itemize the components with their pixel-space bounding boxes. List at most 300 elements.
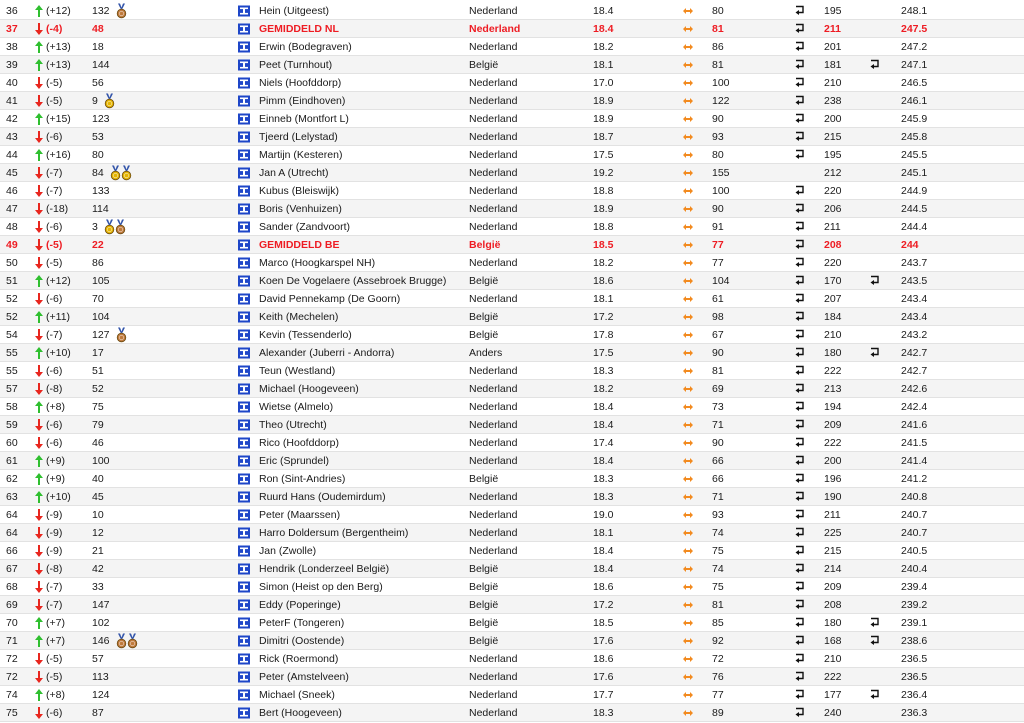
previous-rank-cell: 12 bbox=[92, 527, 104, 539]
player-name[interactable]: Einneb (Montfort L) bbox=[259, 113, 349, 125]
player-icon[interactable] bbox=[238, 24, 250, 35]
total-cell: 243.5 bbox=[901, 275, 928, 287]
player-icon[interactable] bbox=[238, 294, 250, 305]
arrow-down-icon bbox=[34, 671, 44, 683]
arrow-up-icon bbox=[34, 401, 44, 413]
player-icon[interactable] bbox=[238, 582, 250, 593]
player-icon[interactable] bbox=[238, 348, 250, 359]
table-row bbox=[0, 542, 1024, 560]
value-2-cell: 93 bbox=[712, 131, 724, 143]
player-name[interactable]: Sander (Zandvoort) bbox=[259, 221, 351, 233]
swap-icon bbox=[683, 673, 693, 681]
player-name[interactable]: Niels (Hoofddorp) bbox=[259, 77, 342, 89]
return-icon bbox=[794, 492, 805, 503]
swap-icon bbox=[683, 403, 693, 411]
swap-icon bbox=[683, 421, 693, 429]
table-row bbox=[0, 488, 1024, 506]
rank-delta-cell: (-9) bbox=[46, 545, 63, 557]
player-icon[interactable] bbox=[238, 6, 250, 17]
swap-icon bbox=[683, 475, 693, 483]
player-name[interactable]: Eric (Sprundel) bbox=[259, 455, 330, 467]
previous-rank-cell: 3 bbox=[92, 221, 98, 233]
player-name[interactable]: Ron (Sint-Andries) bbox=[259, 473, 346, 485]
arrow-down-icon bbox=[34, 77, 44, 89]
player-icon[interactable] bbox=[238, 204, 250, 215]
total-cell: 246.1 bbox=[901, 95, 928, 107]
value-2-cell: 90 bbox=[712, 347, 724, 359]
player-name[interactable]: Hein (Uitgeest) bbox=[259, 5, 330, 17]
swap-icon bbox=[683, 205, 693, 213]
swap-icon bbox=[683, 439, 693, 447]
player-name[interactable]: Eddy (Poperinge) bbox=[259, 599, 341, 611]
swap-icon bbox=[683, 295, 693, 303]
arrow-down-icon bbox=[34, 581, 44, 593]
arrow-up-icon bbox=[34, 347, 44, 359]
player-icon[interactable] bbox=[238, 420, 250, 431]
player-icon[interactable] bbox=[238, 276, 250, 287]
value-3-cell: 211 bbox=[824, 509, 841, 521]
table-row bbox=[0, 146, 1024, 164]
return-icon bbox=[794, 582, 805, 593]
return-icon bbox=[794, 420, 805, 431]
player-name[interactable]: Keith (Mechelen) bbox=[259, 311, 339, 323]
rank-delta-cell: (-5) bbox=[46, 95, 63, 107]
player-icon[interactable] bbox=[238, 168, 250, 179]
total-cell: 241.6 bbox=[901, 419, 928, 431]
return-icon bbox=[794, 114, 805, 125]
table-row bbox=[0, 74, 1024, 92]
value-1-cell: 18.9 bbox=[593, 203, 614, 215]
player-icon[interactable] bbox=[238, 222, 250, 233]
rank-cell: 36 bbox=[6, 5, 18, 17]
value-1-cell: 18.1 bbox=[593, 59, 614, 71]
country-cell: Nederland bbox=[469, 185, 518, 197]
previous-rank-cell: 144 bbox=[92, 59, 110, 71]
return-icon bbox=[794, 96, 805, 107]
player-icon[interactable] bbox=[238, 240, 250, 251]
player-name[interactable]: Michael (Hoogeveen) bbox=[259, 383, 359, 395]
total-cell: 247.2 bbox=[901, 41, 928, 53]
country-cell: Nederland bbox=[469, 455, 518, 467]
swap-icon bbox=[683, 493, 693, 501]
value-1-cell: 18.5 bbox=[593, 617, 614, 629]
value-3-cell: 210 bbox=[824, 77, 842, 89]
player-name[interactable]: Koen De Vogelaere (Assebroek Brugge) bbox=[259, 275, 447, 287]
country-cell: Nederland bbox=[469, 437, 518, 449]
value-2-cell: 74 bbox=[712, 563, 724, 575]
player-name[interactable]: Bert (Hoogeveen) bbox=[259, 707, 342, 719]
value-1-cell: 17.7 bbox=[593, 689, 614, 701]
table-row bbox=[0, 632, 1024, 650]
player-icon[interactable] bbox=[238, 114, 250, 125]
previous-rank-cell: 9 bbox=[92, 95, 98, 107]
previous-rank-cell: 123 bbox=[92, 113, 110, 125]
return-icon bbox=[794, 654, 805, 665]
value-2-cell: 77 bbox=[712, 239, 724, 251]
previous-rank-cell: 21 bbox=[92, 545, 104, 557]
total-cell: 236.5 bbox=[901, 671, 928, 683]
player-name[interactable]: Theo (Utrecht) bbox=[259, 419, 327, 431]
rank-cell: 52 bbox=[6, 311, 18, 323]
player-name[interactable]: Pimm (Eindhoven) bbox=[259, 95, 346, 107]
player-icon[interactable] bbox=[238, 474, 250, 485]
value-1-cell: 18.8 bbox=[593, 221, 614, 233]
rank-delta-cell: (-7) bbox=[46, 599, 63, 611]
country-cell: Nederland bbox=[469, 707, 518, 719]
table-row bbox=[0, 650, 1024, 668]
arrow-up-icon bbox=[34, 473, 44, 485]
country-cell: Anders bbox=[469, 347, 503, 359]
previous-rank-cell: 146 bbox=[92, 635, 110, 647]
player-name[interactable]: Peter (Maarssen) bbox=[259, 509, 341, 521]
value-2-cell: 77 bbox=[712, 689, 724, 701]
value-2-cell: 77 bbox=[712, 257, 724, 269]
value-3-cell: 215 bbox=[824, 131, 842, 143]
rank-delta-cell: (+12) bbox=[46, 5, 71, 17]
country-cell: Nederland bbox=[469, 671, 518, 683]
arrow-down-icon bbox=[34, 545, 44, 557]
return-icon bbox=[794, 222, 805, 233]
return-icon bbox=[869, 690, 880, 701]
player-name[interactable]: Peter (Amstelveen) bbox=[259, 671, 349, 683]
arrow-up-icon bbox=[34, 617, 44, 629]
previous-rank-cell: 80 bbox=[92, 149, 104, 161]
player-name[interactable]: Martijn (Kesteren) bbox=[259, 149, 343, 161]
arrow-down-icon bbox=[34, 365, 44, 377]
value-2-cell: 75 bbox=[712, 545, 724, 557]
value-2-cell: 104 bbox=[712, 275, 730, 287]
previous-rank-cell: 133 bbox=[92, 185, 110, 197]
rank-delta-cell: (-9) bbox=[46, 509, 63, 521]
value-3-cell: 194 bbox=[824, 401, 842, 413]
return-icon bbox=[794, 366, 805, 377]
rank-delta-cell: (+16) bbox=[46, 149, 71, 161]
player-name[interactable]: Alexander (Juberri - Andorra) bbox=[259, 347, 395, 359]
previous-rank-cell: 100 bbox=[92, 455, 110, 467]
player-icon[interactable] bbox=[238, 312, 250, 323]
rank-delta-cell: (-6) bbox=[46, 437, 63, 449]
swap-icon bbox=[683, 367, 693, 375]
value-2-cell: 74 bbox=[712, 527, 724, 539]
player-name[interactable]: Marco (Hoogkarspel NH) bbox=[259, 257, 376, 269]
return-icon bbox=[794, 276, 805, 287]
value-1-cell: 18.3 bbox=[593, 491, 614, 503]
swap-icon bbox=[683, 529, 693, 537]
swap-icon bbox=[683, 709, 693, 717]
value-3-cell: 180 bbox=[824, 617, 842, 629]
arrow-down-icon bbox=[34, 437, 44, 449]
table-row bbox=[0, 578, 1024, 596]
swap-icon bbox=[683, 133, 693, 141]
swap-icon bbox=[683, 331, 693, 339]
player-name[interactable]: Boris (Venhuizen) bbox=[259, 203, 342, 215]
value-1-cell: 18.4 bbox=[593, 23, 614, 35]
return-icon bbox=[794, 6, 805, 17]
player-icon[interactable] bbox=[238, 366, 250, 377]
return-icon bbox=[794, 78, 805, 89]
value-3-cell: 200 bbox=[824, 455, 842, 467]
arrow-up-icon bbox=[34, 5, 44, 17]
player-name[interactable]: Michael (Sneek) bbox=[259, 689, 335, 701]
value-3-cell: 240 bbox=[824, 707, 842, 719]
arrow-down-icon bbox=[34, 95, 44, 107]
player-icon[interactable] bbox=[238, 564, 250, 575]
value-3-cell: 213 bbox=[824, 383, 842, 395]
swap-icon bbox=[683, 619, 693, 627]
value-3-cell: 225 bbox=[824, 527, 842, 539]
player-name[interactable]: Wietse (Almelo) bbox=[259, 401, 334, 413]
value-3-cell: 190 bbox=[824, 491, 842, 503]
rank-cell: 66 bbox=[6, 545, 18, 557]
return-icon bbox=[794, 528, 805, 539]
country-cell: Nederland bbox=[469, 41, 518, 53]
player-icon[interactable] bbox=[238, 636, 250, 647]
table-row bbox=[0, 524, 1024, 542]
medal-icon bbox=[115, 220, 126, 235]
rank-delta-cell: (+9) bbox=[46, 473, 65, 485]
value-3-cell: 195 bbox=[824, 149, 842, 161]
value-2-cell: 98 bbox=[712, 311, 724, 323]
medal-icon bbox=[127, 634, 138, 649]
country-cell: België bbox=[469, 599, 499, 611]
player-name[interactable]: Hendrik (Londerzeel België) bbox=[259, 563, 390, 575]
player-name[interactable]: GEMIDDELD NL bbox=[259, 23, 339, 35]
value-3-cell: 209 bbox=[824, 419, 842, 431]
table-row bbox=[0, 182, 1024, 200]
value-2-cell: 91 bbox=[712, 221, 724, 233]
value-3-cell: 177 bbox=[824, 689, 842, 701]
value-3-cell: 195 bbox=[824, 5, 842, 17]
country-cell: Nederland bbox=[469, 113, 518, 125]
country-cell: Nederland bbox=[469, 203, 518, 215]
value-3-cell: 211 bbox=[824, 23, 841, 35]
value-2-cell: 86 bbox=[712, 41, 724, 53]
value-2-cell: 66 bbox=[712, 455, 724, 467]
value-2-cell: 90 bbox=[712, 437, 724, 449]
country-cell: Nederland bbox=[469, 419, 518, 431]
player-icon[interactable] bbox=[238, 492, 250, 503]
country-cell: Nederland bbox=[469, 23, 521, 35]
value-2-cell: 61 bbox=[712, 293, 724, 305]
rank-delta-cell: (-5) bbox=[46, 653, 63, 665]
player-icon[interactable] bbox=[238, 600, 250, 611]
total-cell: 242.4 bbox=[901, 401, 928, 413]
value-3-cell: 211 bbox=[824, 221, 841, 233]
player-name[interactable]: Simon (Heist op den Berg) bbox=[259, 581, 383, 593]
medals bbox=[104, 220, 126, 235]
rank-cell: 64 bbox=[6, 527, 18, 539]
table-row bbox=[0, 614, 1024, 632]
player-name[interactable]: GEMIDDELD BE bbox=[259, 239, 340, 251]
value-3-cell: 184 bbox=[824, 311, 842, 323]
player-name[interactable]: Harro Doldersum (Bergentheim) bbox=[259, 527, 409, 539]
rank-delta-cell: (-5) bbox=[46, 239, 63, 251]
player-icon[interactable] bbox=[238, 438, 250, 449]
total-cell: 244.4 bbox=[901, 221, 928, 233]
medals bbox=[116, 4, 127, 19]
player-icon[interactable] bbox=[238, 150, 250, 161]
player-name[interactable]: Jan A (Utrecht) bbox=[259, 167, 329, 179]
player-name[interactable]: Tjeerd (Lelystad) bbox=[259, 131, 338, 143]
return-icon bbox=[794, 456, 805, 467]
previous-rank-cell: 113 bbox=[92, 671, 109, 683]
value-2-cell: 93 bbox=[712, 509, 724, 521]
country-cell: Nederland bbox=[469, 131, 518, 143]
rank-cell: 63 bbox=[6, 491, 18, 503]
country-cell: België bbox=[469, 473, 499, 485]
player-icon[interactable] bbox=[238, 42, 250, 53]
rank-cell: 41 bbox=[6, 95, 18, 107]
player-name[interactable]: Rick (Roermond) bbox=[259, 653, 339, 665]
medal-icon bbox=[110, 166, 121, 181]
value-2-cell: 71 bbox=[712, 491, 724, 503]
total-cell: 245.5 bbox=[901, 149, 928, 161]
player-icon[interactable] bbox=[238, 186, 250, 197]
previous-rank-cell: 86 bbox=[92, 257, 104, 269]
player-icon[interactable] bbox=[238, 672, 250, 683]
arrow-down-icon bbox=[34, 509, 44, 521]
table-row bbox=[0, 290, 1024, 308]
player-icon[interactable] bbox=[238, 690, 250, 701]
value-2-cell: 90 bbox=[712, 203, 724, 215]
rank-cell: 49 bbox=[6, 239, 18, 251]
table-row bbox=[0, 38, 1024, 56]
arrow-up-icon bbox=[34, 113, 44, 125]
country-cell: België bbox=[469, 635, 499, 647]
value-3-cell: 181 bbox=[824, 59, 842, 71]
country-cell: Nederland bbox=[469, 509, 518, 521]
player-name[interactable]: David Pennekamp (De Goorn) bbox=[259, 293, 401, 305]
total-cell: 236.4 bbox=[901, 689, 928, 701]
player-name[interactable]: PeterF (Tongeren) bbox=[259, 617, 345, 629]
player-icon[interactable] bbox=[238, 510, 250, 521]
value-3-cell: 222 bbox=[824, 671, 842, 683]
return-icon bbox=[794, 24, 805, 35]
medal-icon bbox=[116, 328, 127, 343]
player-icon[interactable] bbox=[238, 258, 250, 269]
player-name[interactable]: Peet (Turnhout) bbox=[259, 59, 333, 71]
previous-rank-cell: 22 bbox=[92, 239, 104, 251]
table-row bbox=[0, 686, 1024, 704]
player-icon[interactable] bbox=[238, 546, 250, 557]
swap-icon bbox=[683, 79, 693, 87]
player-name[interactable]: Dimitri (Oostende) bbox=[259, 635, 345, 647]
rank-delta-cell: (-9) bbox=[46, 527, 63, 539]
country-cell: Nederland bbox=[469, 689, 518, 701]
value-1-cell: 17.2 bbox=[593, 311, 614, 323]
arrow-down-icon bbox=[34, 707, 44, 719]
player-name[interactable]: Erwin (Bodegraven) bbox=[259, 41, 352, 53]
value-1-cell: 18.3 bbox=[593, 707, 614, 719]
swap-icon bbox=[683, 7, 693, 15]
swap-icon bbox=[683, 547, 693, 555]
country-cell: België bbox=[469, 617, 499, 629]
rank-cell: 44 bbox=[6, 149, 18, 161]
total-cell: 248.1 bbox=[901, 5, 928, 17]
value-2-cell: 80 bbox=[712, 149, 724, 161]
country-cell: België bbox=[469, 59, 499, 71]
player-icon[interactable] bbox=[238, 384, 250, 395]
value-2-cell: 92 bbox=[712, 635, 724, 647]
table-row bbox=[0, 236, 1024, 254]
player-icon[interactable] bbox=[238, 528, 250, 539]
player-icon[interactable] bbox=[238, 96, 250, 107]
return-icon bbox=[794, 42, 805, 53]
previous-rank-cell: 42 bbox=[92, 563, 104, 575]
country-cell: Nederland bbox=[469, 491, 518, 503]
total-cell: 236.5 bbox=[901, 653, 928, 665]
value-2-cell: 75 bbox=[712, 581, 724, 593]
player-name[interactable]: Jan (Zwolle) bbox=[259, 545, 317, 557]
rank-cell: 39 bbox=[6, 59, 18, 71]
player-name[interactable]: Ruurd Hans (Oudemirdum) bbox=[259, 491, 386, 503]
country-cell: België bbox=[469, 581, 499, 593]
player-icon[interactable] bbox=[238, 708, 250, 719]
rank-delta-cell: (-8) bbox=[46, 563, 63, 575]
return-icon bbox=[794, 240, 805, 251]
swap-icon bbox=[683, 565, 693, 573]
player-name[interactable]: Teun (Westland) bbox=[259, 365, 336, 377]
arrow-down-icon bbox=[34, 599, 44, 611]
value-1-cell: 18.1 bbox=[593, 293, 614, 305]
value-1-cell: 18.1 bbox=[593, 527, 614, 539]
table-row bbox=[0, 704, 1024, 722]
arrow-down-icon bbox=[34, 419, 44, 431]
value-2-cell: 89 bbox=[712, 707, 724, 719]
rank-cell: 40 bbox=[6, 77, 18, 89]
value-3-cell: 220 bbox=[824, 185, 842, 197]
player-name[interactable]: Rico (Hoofddorp) bbox=[259, 437, 339, 449]
total-cell: 239.4 bbox=[901, 581, 928, 593]
swap-icon bbox=[683, 187, 693, 195]
player-icon[interactable] bbox=[238, 330, 250, 341]
medal-icon bbox=[116, 634, 127, 649]
country-cell: Nederland bbox=[469, 365, 518, 377]
rank-cell: 67 bbox=[6, 563, 18, 575]
medal-icon bbox=[116, 4, 127, 19]
player-icon[interactable] bbox=[238, 78, 250, 89]
player-name[interactable]: Kubus (Bleiswijk) bbox=[259, 185, 339, 197]
rank-delta-cell: (-7) bbox=[46, 185, 63, 197]
rank-delta-cell: (+15) bbox=[46, 113, 71, 125]
player-name[interactable]: Kevin (Tessenderlo) bbox=[259, 329, 352, 341]
return-icon bbox=[794, 618, 805, 629]
player-icon[interactable] bbox=[238, 654, 250, 665]
player-icon[interactable] bbox=[238, 456, 250, 467]
arrow-down-icon bbox=[34, 203, 44, 215]
value-3-cell: 222 bbox=[824, 365, 842, 377]
previous-rank-cell: 18 bbox=[92, 41, 104, 53]
arrow-down-icon bbox=[34, 131, 44, 143]
rank-cell: 74 bbox=[6, 689, 18, 701]
arrow-up-icon bbox=[34, 635, 44, 647]
player-icon[interactable] bbox=[238, 60, 250, 71]
player-icon[interactable] bbox=[238, 618, 250, 629]
return-icon bbox=[794, 690, 805, 701]
value-1-cell: 18.3 bbox=[593, 473, 614, 485]
total-cell: 240.5 bbox=[901, 545, 928, 557]
total-cell: 247.5 bbox=[901, 23, 928, 35]
arrow-up-icon bbox=[34, 455, 44, 467]
table-row bbox=[0, 218, 1024, 236]
rank-cell: 55 bbox=[6, 365, 18, 377]
country-cell: Nederland bbox=[469, 149, 518, 161]
player-icon[interactable] bbox=[238, 132, 250, 143]
rank-delta-cell: (-4) bbox=[46, 23, 63, 35]
total-cell: 240.4 bbox=[901, 563, 928, 575]
rank-delta-cell: (+10) bbox=[46, 347, 71, 359]
player-icon[interactable] bbox=[238, 402, 250, 413]
